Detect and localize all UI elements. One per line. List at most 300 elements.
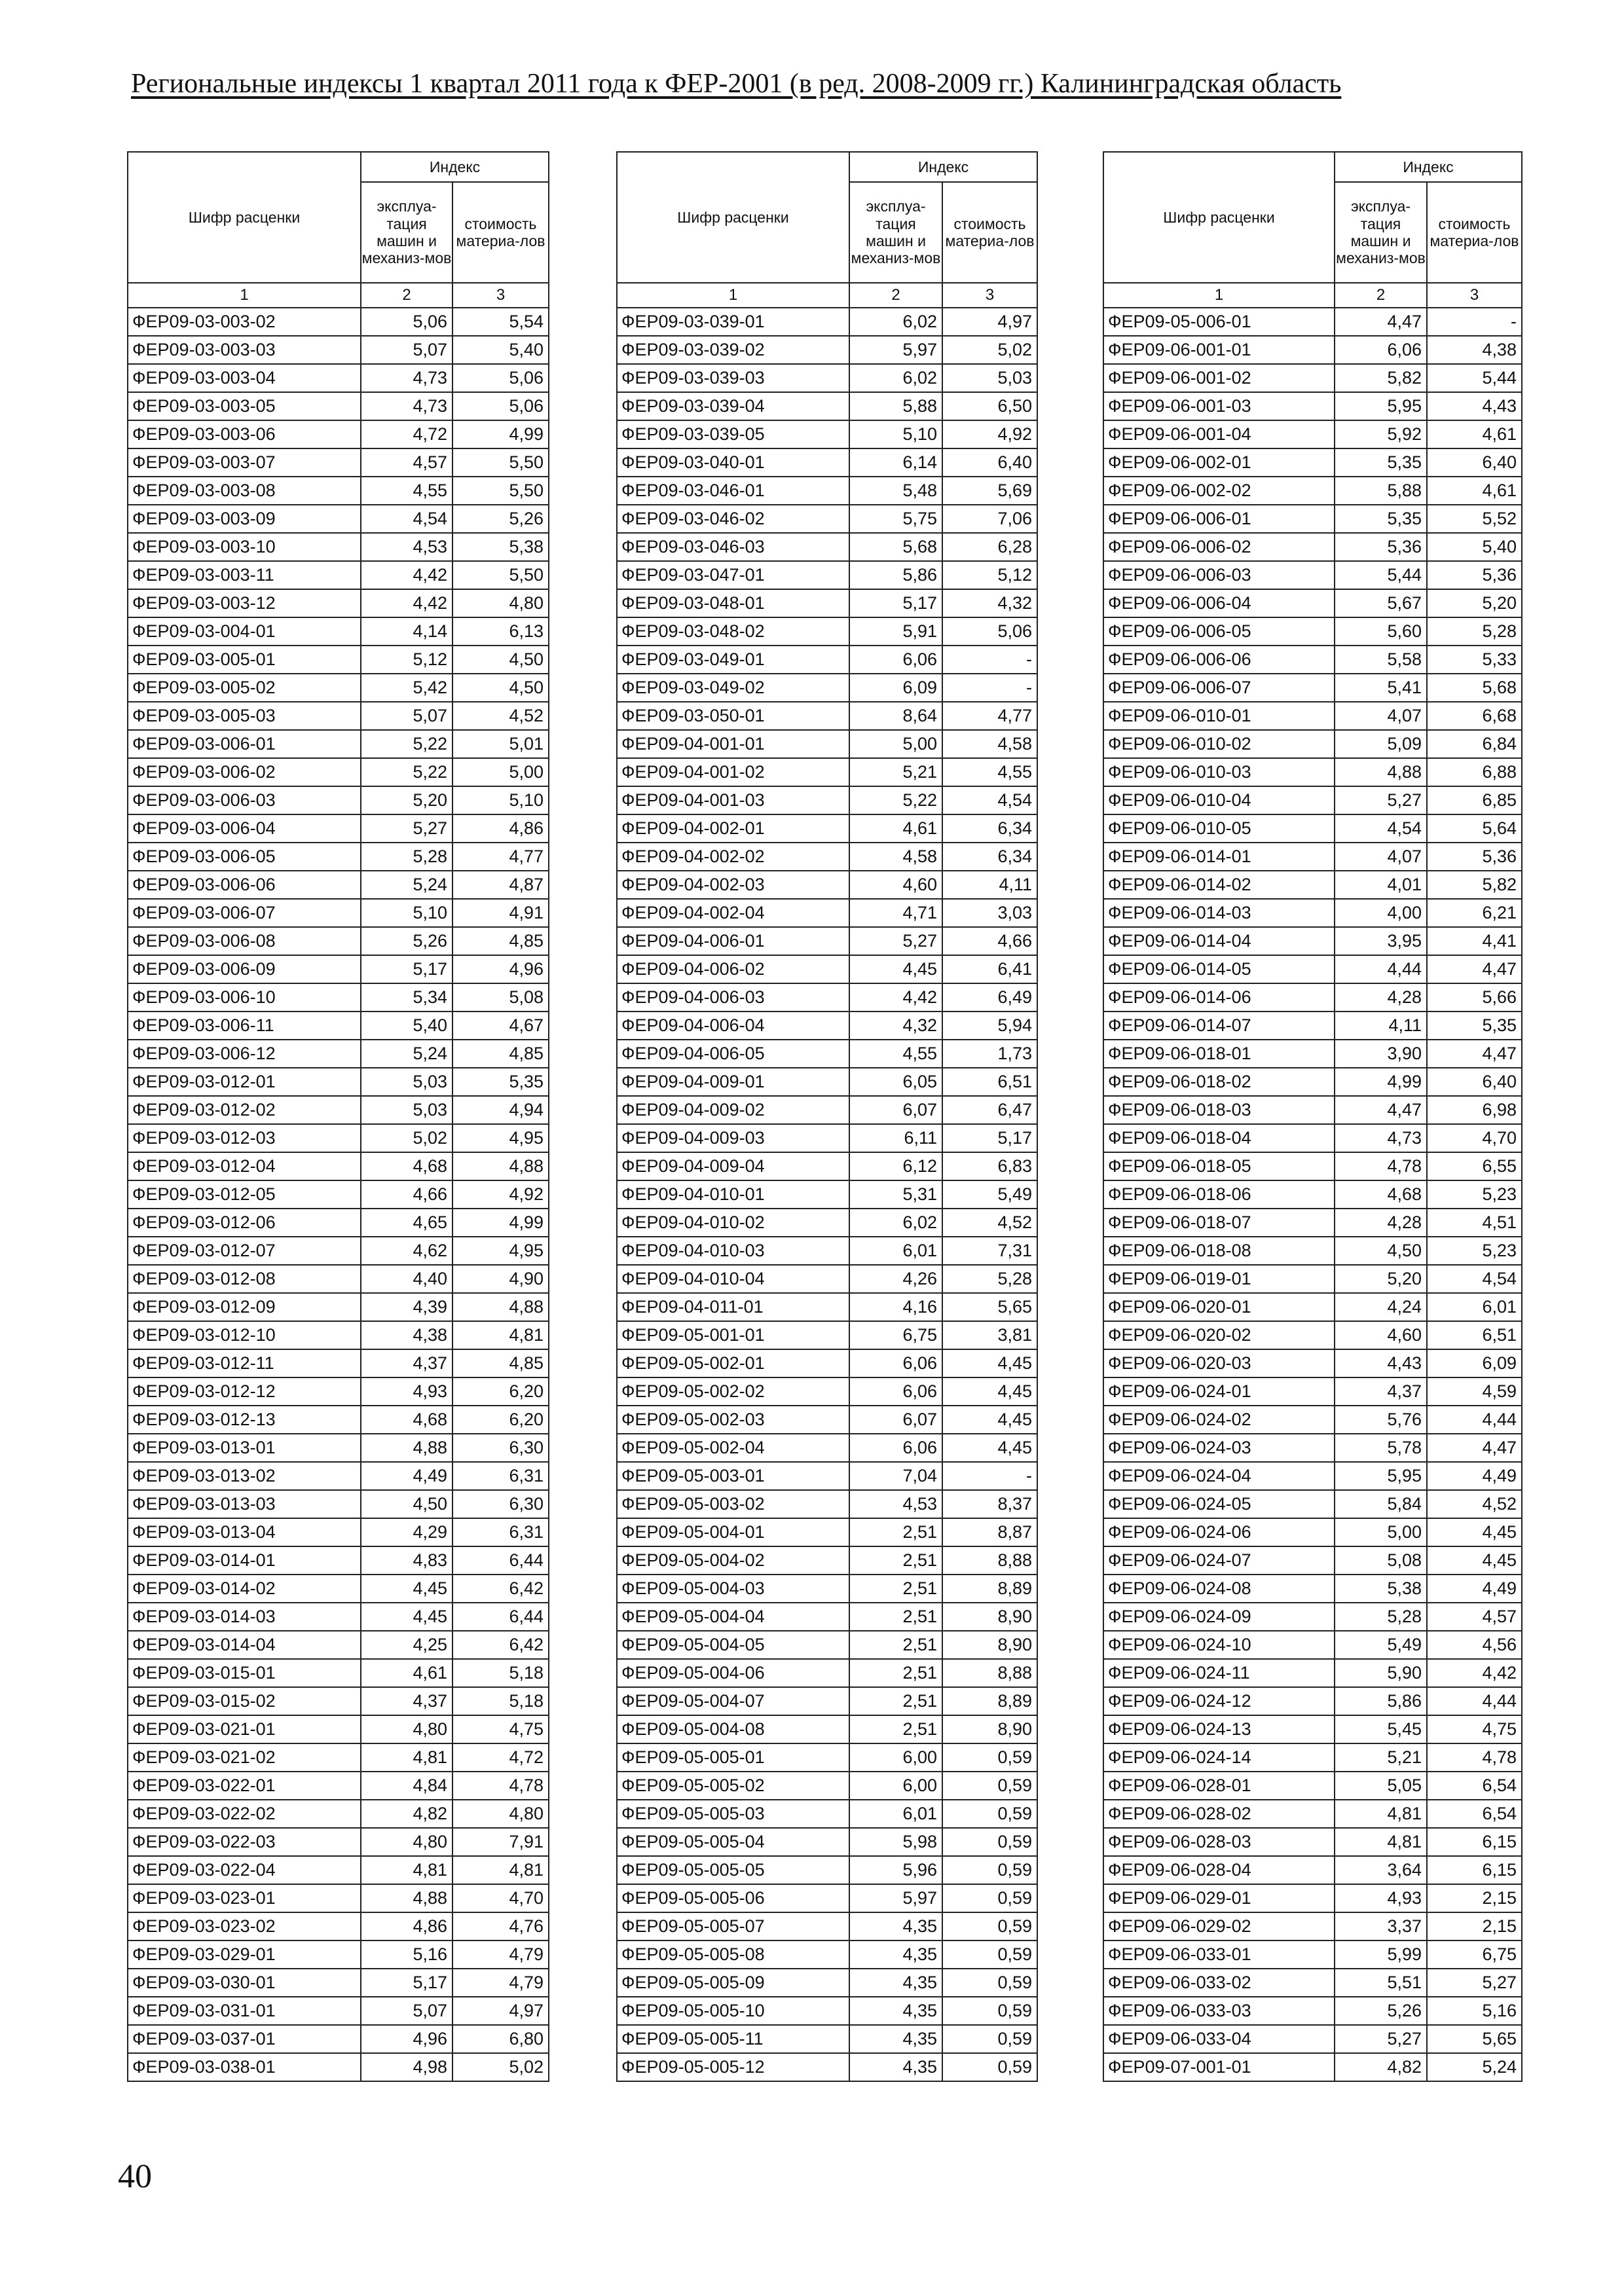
materials-index-cell: 5,16 xyxy=(1427,1997,1522,2025)
rate-code-cell: ФЕР09-03-006-07 xyxy=(128,899,361,927)
rate-code-cell: ФЕР09-04-002-01 xyxy=(617,814,849,843)
rate-code-cell: ФЕР09-06-014-01 xyxy=(1103,843,1335,871)
header-col-num: 2 xyxy=(1335,283,1427,308)
table-row xyxy=(617,646,1037,674)
materials-index-cell: 5,23 xyxy=(1427,1237,1522,1265)
materials-index-cell: 5,02 xyxy=(942,336,1037,364)
rate-code-cell: ФЕР09-05-004-01 xyxy=(617,1518,849,1546)
machines-index-cell: 4,96 xyxy=(361,2025,452,2053)
rate-code-cell: ФЕР09-06-018-08 xyxy=(1103,1237,1335,1265)
materials-index-cell: 5,18 xyxy=(452,1687,549,1715)
materials-index-cell: 5,01 xyxy=(452,730,549,758)
machines-index-cell: 2,51 xyxy=(849,1659,942,1687)
machines-index-cell: 4,47 xyxy=(1335,1096,1427,1124)
table-row xyxy=(128,730,549,758)
table-row xyxy=(128,1941,549,1969)
machines-index-cell: 4,37 xyxy=(1335,1377,1427,1406)
table-row xyxy=(1103,1743,1522,1772)
table-row xyxy=(1103,1546,1522,1575)
rate-code-cell: ФЕР09-03-012-13 xyxy=(128,1406,361,1434)
machines-index-cell: 4,07 xyxy=(1335,702,1427,730)
machines-index-cell: 4,53 xyxy=(361,533,452,561)
rate-code-cell: ФЕР09-05-004-06 xyxy=(617,1659,849,1687)
table-row xyxy=(617,1490,1037,1518)
materials-index-cell: 4,90 xyxy=(452,1265,549,1293)
materials-index-cell: 4,72 xyxy=(452,1743,549,1772)
table-row xyxy=(1103,533,1522,561)
materials-index-cell: 6,01 xyxy=(1427,1293,1522,1321)
materials-index-cell: 5,06 xyxy=(452,392,549,420)
machines-index-cell: 4,60 xyxy=(849,871,942,899)
rate-code-cell: ФЕР09-06-014-02 xyxy=(1103,871,1335,899)
materials-index-cell: 4,32 xyxy=(942,589,1037,617)
materials-index-cell: 4,45 xyxy=(942,1406,1037,1434)
machines-index-cell: 4,68 xyxy=(361,1152,452,1180)
machines-index-cell: 4,81 xyxy=(1335,1800,1427,1828)
materials-index-cell: 5,35 xyxy=(452,1068,549,1096)
rate-code-cell: ФЕР09-06-001-03 xyxy=(1103,392,1335,420)
machines-index-cell: 4,54 xyxy=(361,505,452,533)
machines-index-cell: 6,06 xyxy=(1335,336,1427,364)
table-row xyxy=(128,2053,549,2081)
materials-index-cell: 4,45 xyxy=(942,1349,1037,1377)
materials-index-cell: 5,36 xyxy=(1427,843,1522,871)
machines-index-cell: 5,95 xyxy=(1335,1462,1427,1490)
rate-code-cell: ФЕР09-03-040-01 xyxy=(617,448,849,477)
materials-index-cell: 6,47 xyxy=(942,1096,1037,1124)
table-row xyxy=(617,1743,1037,1772)
rate-code-cell: ФЕР09-06-029-02 xyxy=(1103,1912,1335,1941)
rate-code-cell: ФЕР09-03-003-03 xyxy=(128,336,361,364)
machines-index-cell: 4,49 xyxy=(361,1462,452,1490)
machines-index-cell: 6,05 xyxy=(849,1068,942,1096)
rate-code-cell: ФЕР09-06-018-02 xyxy=(1103,1068,1335,1096)
materials-index-cell: 4,51 xyxy=(1427,1209,1522,1237)
table-row xyxy=(128,786,549,814)
machines-index-cell: 6,00 xyxy=(849,1743,942,1772)
materials-index-cell: 6,54 xyxy=(1427,1800,1522,1828)
table-row xyxy=(1103,1687,1522,1715)
table-row xyxy=(128,1152,549,1180)
machines-index-cell: 4,35 xyxy=(849,1997,942,2025)
machines-index-cell: 5,96 xyxy=(849,1856,942,1884)
table-row xyxy=(128,1997,549,2025)
rate-code-cell: ФЕР09-06-029-01 xyxy=(1103,1884,1335,1912)
machines-index-cell: 4,82 xyxy=(361,1800,452,1828)
materials-index-cell: 5,65 xyxy=(1427,2025,1522,2053)
table-row xyxy=(128,448,549,477)
materials-index-cell: 4,76 xyxy=(452,1912,549,1941)
table-row xyxy=(1103,730,1522,758)
rate-code-cell: ФЕР09-05-003-02 xyxy=(617,1490,849,1518)
table-row xyxy=(128,1040,549,1068)
rate-code-cell: ФЕР09-03-014-02 xyxy=(128,1575,361,1603)
rate-code-cell: ФЕР09-04-010-02 xyxy=(617,1209,849,1237)
table-row xyxy=(617,1800,1037,1828)
table-row xyxy=(1103,1237,1522,1265)
table-row xyxy=(617,814,1037,843)
table-row xyxy=(1103,1884,1522,1912)
materials-index-cell: 4,85 xyxy=(452,927,549,955)
table-row xyxy=(617,758,1037,786)
machines-index-cell: 5,76 xyxy=(1335,1406,1427,1434)
machines-index-cell: 5,97 xyxy=(849,1884,942,1912)
materials-index-cell: 0,59 xyxy=(942,1856,1037,1884)
materials-index-cell: 4,61 xyxy=(1427,420,1522,448)
materials-index-cell: 7,31 xyxy=(942,1237,1037,1265)
rate-code-cell: ФЕР09-04-002-02 xyxy=(617,843,849,871)
materials-index-cell: 4,59 xyxy=(1427,1377,1522,1406)
materials-index-cell: 5,33 xyxy=(1427,646,1522,674)
materials-index-cell: 0,59 xyxy=(942,1941,1037,1969)
rate-code-cell: ФЕР09-03-012-06 xyxy=(128,1209,361,1237)
machines-index-cell: 4,73 xyxy=(361,364,452,392)
machines-index-cell: 5,86 xyxy=(1335,1687,1427,1715)
machines-index-cell: 5,28 xyxy=(1335,1603,1427,1631)
rate-code-cell: ФЕР09-03-003-12 xyxy=(128,589,361,617)
rate-code-cell: ФЕР09-05-005-06 xyxy=(617,1884,849,1912)
materials-index-cell: 4,11 xyxy=(942,871,1037,899)
rate-code-cell: ФЕР09-06-028-03 xyxy=(1103,1828,1335,1856)
materials-index-cell: 5,40 xyxy=(1427,533,1522,561)
header-col-num: 1 xyxy=(617,283,849,308)
rate-code-cell: ФЕР09-03-003-11 xyxy=(128,561,361,589)
materials-index-cell: 4,54 xyxy=(1427,1265,1522,1293)
machines-index-cell: 5,00 xyxy=(1335,1518,1427,1546)
rate-code-cell: ФЕР09-03-023-02 xyxy=(128,1912,361,1941)
table-row xyxy=(128,1659,549,1687)
materials-index-cell: 6,83 xyxy=(942,1152,1037,1180)
table-row xyxy=(128,1406,549,1434)
rate-code-cell: ФЕР09-06-002-01 xyxy=(1103,448,1335,477)
rate-code-cell: ФЕР09-04-010-04 xyxy=(617,1265,849,1293)
table-row xyxy=(1103,1068,1522,1096)
materials-index-cell: 4,88 xyxy=(452,1152,549,1180)
materials-index-cell: 4,44 xyxy=(1427,1406,1522,1434)
machines-index-cell: 5,45 xyxy=(1335,1715,1427,1743)
table-row xyxy=(128,674,549,702)
materials-index-cell: 4,56 xyxy=(1427,1631,1522,1659)
rate-code-cell: ФЕР09-06-002-02 xyxy=(1103,477,1335,505)
machines-index-cell: 5,27 xyxy=(849,927,942,955)
rate-code-cell: ФЕР09-04-009-03 xyxy=(617,1124,849,1152)
rate-code-cell: ФЕР09-05-005-01 xyxy=(617,1743,849,1772)
machines-index-cell: 6,06 xyxy=(849,646,942,674)
materials-index-cell: 6,34 xyxy=(942,843,1037,871)
table-row xyxy=(128,1912,549,1941)
machines-index-cell: 5,03 xyxy=(361,1068,452,1096)
header-machines: эксплуа-тация машин и механиз-мов xyxy=(1335,182,1427,283)
materials-index-cell: 6,49 xyxy=(942,983,1037,1011)
materials-index-cell: 5,64 xyxy=(1427,814,1522,843)
table-row xyxy=(617,1941,1037,1969)
machines-index-cell: 5,35 xyxy=(1335,448,1427,477)
machines-index-cell: 5,28 xyxy=(361,843,452,871)
machines-index-cell: 5,38 xyxy=(1335,1575,1427,1603)
rate-code-cell: ФЕР09-03-013-04 xyxy=(128,1518,361,1546)
header-index: Индекс xyxy=(361,152,549,182)
machines-index-cell: 7,04 xyxy=(849,1462,942,1490)
materials-index-cell: 4,81 xyxy=(452,1321,549,1349)
machines-index-cell: 6,06 xyxy=(849,1349,942,1377)
materials-index-cell: 4,99 xyxy=(452,1209,549,1237)
table-row xyxy=(1103,1912,1522,1941)
rate-code-cell: ФЕР09-03-012-03 xyxy=(128,1124,361,1152)
machines-index-cell: 4,00 xyxy=(1335,899,1427,927)
table-row xyxy=(1103,1152,1522,1180)
materials-index-cell: 6,15 xyxy=(1427,1856,1522,1884)
header-col-num: 3 xyxy=(452,283,549,308)
table-row xyxy=(1103,1800,1522,1828)
table-row xyxy=(128,646,549,674)
machines-index-cell: 4,80 xyxy=(361,1715,452,1743)
materials-index-cell: 5,65 xyxy=(942,1293,1037,1321)
materials-index-cell: 5,12 xyxy=(942,561,1037,589)
table-row xyxy=(1103,955,1522,983)
materials-index-cell: 4,44 xyxy=(1427,1687,1522,1715)
table-row xyxy=(128,871,549,899)
materials-index-cell: 5,49 xyxy=(942,1180,1037,1209)
table-body xyxy=(617,308,1037,2081)
materials-index-cell: 5,69 xyxy=(942,477,1037,505)
materials-index-cell: 5,35 xyxy=(1427,1011,1522,1040)
materials-index-cell: 4,87 xyxy=(452,871,549,899)
materials-index-cell: 0,59 xyxy=(942,1800,1037,1828)
materials-index-cell: 4,58 xyxy=(942,730,1037,758)
machines-index-cell: 5,88 xyxy=(849,392,942,420)
materials-index-cell: 4,80 xyxy=(452,1800,549,1828)
machines-index-cell: 4,81 xyxy=(361,1743,452,1772)
table-row xyxy=(1103,1715,1522,1743)
table-row xyxy=(128,1772,549,1800)
table-row xyxy=(1103,927,1522,955)
machines-index-cell: 4,37 xyxy=(361,1687,452,1715)
rate-code-cell: ФЕР09-05-005-09 xyxy=(617,1969,849,1997)
materials-index-cell: 6,31 xyxy=(452,1462,549,1490)
machines-index-cell: 4,80 xyxy=(361,1828,452,1856)
rate-code-cell: ФЕР09-04-010-01 xyxy=(617,1180,849,1209)
machines-index-cell: 4,32 xyxy=(849,1011,942,1040)
rate-code-cell: ФЕР09-06-018-05 xyxy=(1103,1152,1335,1180)
table-row xyxy=(128,927,549,955)
table-row xyxy=(1103,1011,1522,1040)
materials-index-cell: 6,98 xyxy=(1427,1096,1522,1124)
machines-index-cell: 4,39 xyxy=(361,1293,452,1321)
rate-code-cell: ФЕР09-03-012-12 xyxy=(128,1377,361,1406)
materials-index-cell: 3,81 xyxy=(942,1321,1037,1349)
rate-code-cell: ФЕР09-04-001-01 xyxy=(617,730,849,758)
table-row xyxy=(617,1321,1037,1349)
materials-index-cell: 4,45 xyxy=(1427,1518,1522,1546)
machines-index-cell: 4,40 xyxy=(361,1265,452,1293)
rate-code-cell: ФЕР09-03-015-01 xyxy=(128,1659,361,1687)
rate-code-cell: ФЕР09-05-004-07 xyxy=(617,1687,849,1715)
table-row xyxy=(128,1518,549,1546)
materials-index-cell: 6,85 xyxy=(1427,786,1522,814)
machines-index-cell: 5,17 xyxy=(849,589,942,617)
table-row xyxy=(617,1124,1037,1152)
materials-index-cell: 6,40 xyxy=(1427,448,1522,477)
machines-index-cell: 4,26 xyxy=(849,1265,942,1293)
table-row xyxy=(617,730,1037,758)
materials-index-cell: 4,94 xyxy=(452,1096,549,1124)
materials-index-cell: 6,75 xyxy=(1427,1941,1522,1969)
materials-index-cell: 6,30 xyxy=(452,1434,549,1462)
machines-index-cell: 4,88 xyxy=(361,1884,452,1912)
materials-index-cell: 4,77 xyxy=(942,702,1037,730)
rate-code-cell: ФЕР09-06-024-12 xyxy=(1103,1687,1335,1715)
materials-index-cell: 6,54 xyxy=(1427,1772,1522,1800)
header-index: Индекс xyxy=(1335,152,1522,182)
machines-index-cell: 5,78 xyxy=(1335,1434,1427,1462)
materials-index-cell: 4,52 xyxy=(452,702,549,730)
table-row xyxy=(617,1659,1037,1687)
table-row xyxy=(128,392,549,420)
materials-index-cell: 5,50 xyxy=(452,448,549,477)
materials-index-cell: 8,37 xyxy=(942,1490,1037,1518)
table-row xyxy=(128,1265,549,1293)
materials-index-cell: 4,50 xyxy=(452,646,549,674)
table-row xyxy=(617,1546,1037,1575)
rate-code-cell: ФЕР09-04-006-01 xyxy=(617,927,849,955)
table-row xyxy=(1103,2025,1522,2053)
machines-index-cell: 4,28 xyxy=(1335,1209,1427,1237)
index-table-2 xyxy=(616,151,1038,2082)
table-row xyxy=(617,477,1037,505)
table-row xyxy=(128,1434,549,1462)
materials-index-cell: 0,59 xyxy=(942,1884,1037,1912)
materials-index-cell: 8,90 xyxy=(942,1715,1037,1743)
machines-index-cell: 4,68 xyxy=(1335,1180,1427,1209)
machines-index-cell: 4,88 xyxy=(1335,758,1427,786)
table-row xyxy=(128,1237,549,1265)
machines-index-cell: 5,24 xyxy=(361,871,452,899)
machines-index-cell: 5,58 xyxy=(1335,646,1427,674)
table-row xyxy=(128,1180,549,1209)
machines-index-cell: 4,35 xyxy=(849,1912,942,1941)
table-row xyxy=(617,1377,1037,1406)
table-row xyxy=(128,1715,549,1743)
materials-index-cell: 4,97 xyxy=(942,308,1037,336)
rate-code-cell: ФЕР09-03-021-02 xyxy=(128,1743,361,1772)
table-row xyxy=(128,1293,549,1321)
rate-code-cell: ФЕР09-03-003-09 xyxy=(128,505,361,533)
machines-index-cell: 5,22 xyxy=(361,730,452,758)
machines-index-cell: 5,07 xyxy=(361,1997,452,2025)
materials-index-cell: 5,94 xyxy=(942,1011,1037,1040)
machines-index-cell: 4,78 xyxy=(1335,1152,1427,1180)
machines-index-cell: 5,02 xyxy=(361,1124,452,1152)
table-row xyxy=(1103,899,1522,927)
rate-code-cell: ФЕР09-03-022-01 xyxy=(128,1772,361,1800)
rate-code-cell: ФЕР09-06-018-07 xyxy=(1103,1209,1335,1237)
machines-index-cell: 2,51 xyxy=(849,1546,942,1575)
rate-code-cell: ФЕР09-06-019-01 xyxy=(1103,1265,1335,1293)
table-row xyxy=(1103,505,1522,533)
rate-code-cell: ФЕР09-03-003-04 xyxy=(128,364,361,392)
table-row xyxy=(128,983,549,1011)
rate-code-cell: ФЕР09-06-010-04 xyxy=(1103,786,1335,814)
table-row xyxy=(617,308,1037,336)
table-row xyxy=(128,2025,549,2053)
machines-index-cell: 6,75 xyxy=(849,1321,942,1349)
materials-index-cell: 3,03 xyxy=(942,899,1037,927)
machines-index-cell: 5,86 xyxy=(849,561,942,589)
rate-code-cell: ФЕР09-06-010-03 xyxy=(1103,758,1335,786)
machines-index-cell: 4,29 xyxy=(361,1518,452,1546)
materials-index-cell: 4,66 xyxy=(942,927,1037,955)
rate-code-cell: ФЕР09-04-010-03 xyxy=(617,1237,849,1265)
table-row xyxy=(617,420,1037,448)
materials-index-cell: 4,57 xyxy=(1427,1603,1522,1631)
page-number: 40 xyxy=(118,2158,152,2195)
rate-code-cell: ФЕР09-03-006-04 xyxy=(128,814,361,843)
table-row xyxy=(617,1462,1037,1490)
materials-index-cell: 6,41 xyxy=(942,955,1037,983)
materials-index-cell: 4,45 xyxy=(942,1434,1037,1462)
table-row xyxy=(1103,1406,1522,1434)
table-row xyxy=(1103,617,1522,646)
header-col-num: 1 xyxy=(128,283,361,308)
materials-index-cell: 5,28 xyxy=(942,1265,1037,1293)
materials-index-cell: 6,20 xyxy=(452,1406,549,1434)
machines-index-cell: 4,35 xyxy=(849,2053,942,2081)
machines-index-cell: 4,53 xyxy=(849,1490,942,1518)
rate-code-cell: ФЕР09-06-024-10 xyxy=(1103,1631,1335,1659)
materials-index-cell: 5,06 xyxy=(452,364,549,392)
table-row xyxy=(617,871,1037,899)
machines-index-cell: 4,45 xyxy=(361,1603,452,1631)
machines-index-cell: 5,44 xyxy=(1335,561,1427,589)
materials-index-cell: 6,34 xyxy=(942,814,1037,843)
rate-code-cell: ФЕР09-03-006-01 xyxy=(128,730,361,758)
materials-index-cell: 5,36 xyxy=(1427,561,1522,589)
table-row xyxy=(1103,1377,1522,1406)
table-row xyxy=(617,1884,1037,1912)
materials-index-cell: 6,44 xyxy=(452,1603,549,1631)
rate-code-cell: ФЕР09-06-024-08 xyxy=(1103,1575,1335,1603)
table-row xyxy=(128,814,549,843)
table-row xyxy=(617,1997,1037,2025)
table-row xyxy=(1103,646,1522,674)
rate-code-cell: ФЕР09-03-046-02 xyxy=(617,505,849,533)
machines-index-cell: 6,07 xyxy=(849,1406,942,1434)
materials-index-cell: 4,78 xyxy=(452,1772,549,1800)
materials-index-cell: 8,88 xyxy=(942,1659,1037,1687)
materials-index-cell: 2,15 xyxy=(1427,1884,1522,1912)
table-row xyxy=(1103,1180,1522,1209)
rate-code-cell: ФЕР09-06-001-02 xyxy=(1103,364,1335,392)
table-row xyxy=(617,617,1037,646)
rate-code-cell: ФЕР09-03-023-01 xyxy=(128,1884,361,1912)
materials-index-cell: 4,75 xyxy=(452,1715,549,1743)
materials-index-cell: 4,52 xyxy=(1427,1490,1522,1518)
materials-index-cell: 4,92 xyxy=(452,1180,549,1209)
rate-code-cell: ФЕР09-06-020-02 xyxy=(1103,1321,1335,1349)
rate-code-cell: ФЕР09-03-037-01 xyxy=(128,2025,361,2053)
machines-index-cell: 5,26 xyxy=(361,927,452,955)
rate-code-cell: ФЕР09-06-024-07 xyxy=(1103,1546,1335,1575)
machines-index-cell: 6,02 xyxy=(849,364,942,392)
table-row xyxy=(617,1096,1037,1124)
rate-code-cell: ФЕР09-03-012-02 xyxy=(128,1096,361,1124)
materials-index-cell: 6,80 xyxy=(452,2025,549,2053)
table-row xyxy=(1103,336,1522,364)
machines-index-cell: 4,35 xyxy=(849,1969,942,1997)
materials-index-cell: 5,20 xyxy=(1427,589,1522,617)
materials-index-cell: 5,50 xyxy=(452,477,549,505)
table-row xyxy=(1103,589,1522,617)
